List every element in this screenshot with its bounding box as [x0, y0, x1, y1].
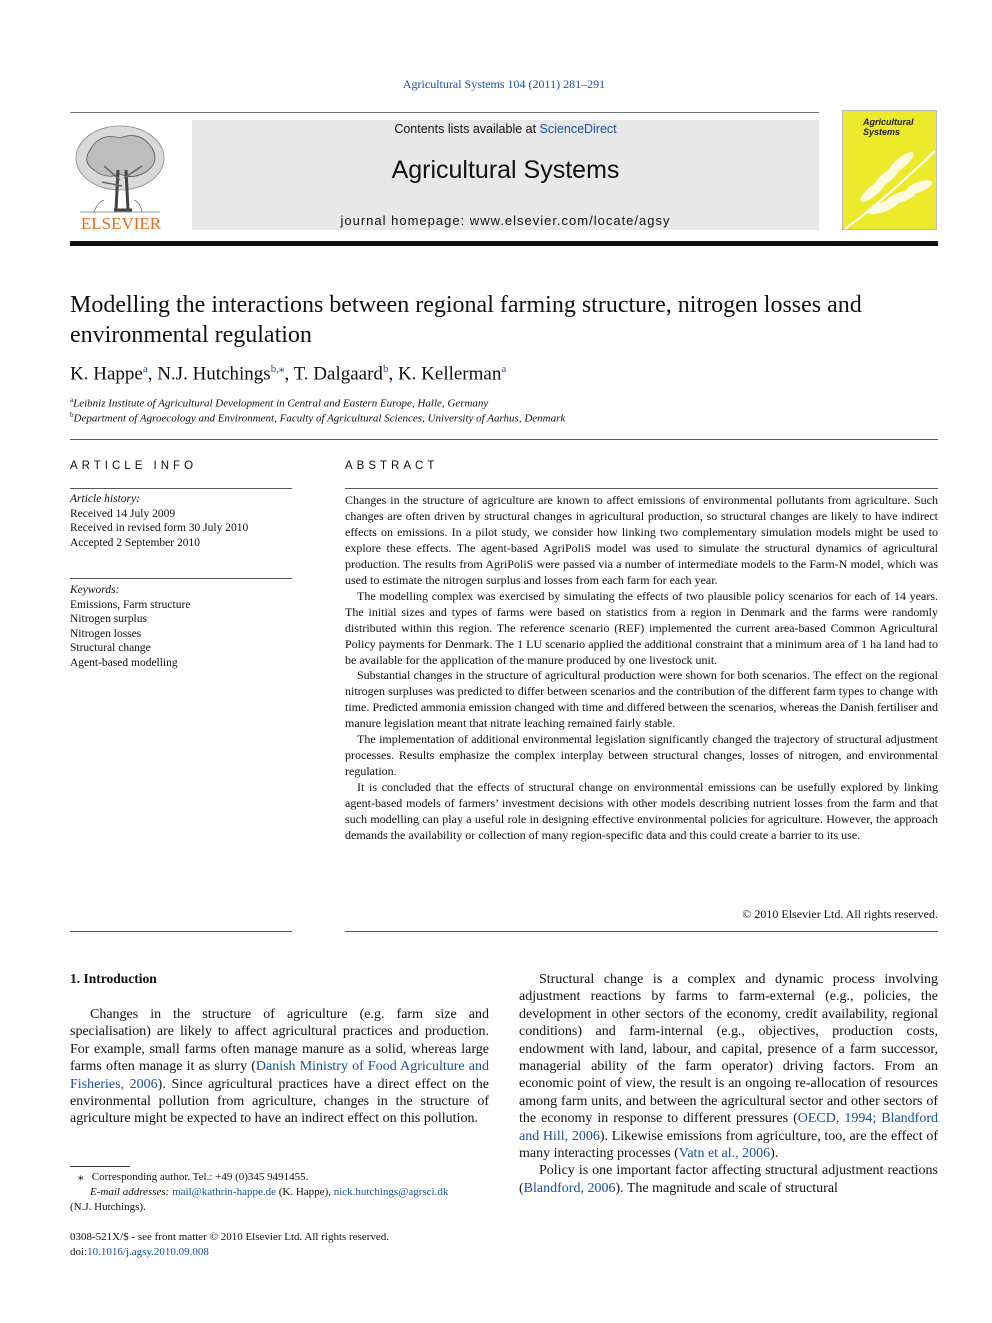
history-label: Article history:	[70, 493, 140, 505]
history-item: Accepted 2 September 2010	[70, 536, 200, 549]
copyright: © 2010 Elsevier Ltd. All rights reserved.	[742, 907, 938, 921]
abstract-heading: ABSTRACT	[345, 460, 439, 472]
divider	[345, 931, 938, 932]
abstract-paragraph: The modelling complex was exercised by simulating the effects of two plausible policy scenarios for each of 14 years. The initial sizes and types of farms were based on statistics from a region in Denmark and the farms were randomly distributed within this region. The reference scenario (REF) implemented the current area-based Common Agricultural Policy payments for Denmark. The 1 LU scenario applied the additional constraint that a minimum area of 1 ha land had to be available for the application of the manure produced by one livestock unit.	[345, 588, 938, 667]
email-link[interactable]: mail@kathrin-happe.de	[172, 1186, 276, 1198]
body-paragraph: Policy is one important factor affecting structural adjustment reactions (Blandford, 2006). The magnitude and scale of structural	[519, 1163, 938, 1196]
body-column-right	[519, 971, 938, 1197]
author-name: N.J. Hutchings	[157, 363, 271, 385]
sciencedirect-link[interactable]: ScienceDirect	[539, 122, 617, 136]
elsevier-logo	[70, 120, 172, 232]
author-list: K. Happe$^a$, N.J. Hutchings$^{b,⁎}$, T. Dalgaard$^b$, K. Kellerman$^a$	[70, 363, 507, 385]
footnote: ⁎ Corresponding author. Tel.: +49 (0)345 9491455. E-mail addresses: mail@kathrin-happe.de (K. Happe), nick.hutchings@agrsci.dk (N.J. Hutchings).	[70, 1170, 489, 1215]
body-paragraph: Structural change is a complex and dynamic process involving adjustment reactions by farms to farm-external (e.g., policies, the development in other sectors of the economy, credit availability, regional conditions) and farm-internal (e.g., objectives, production costs, endowment with land, labour, and capital, presence of a farm successor, managerial ability of the farm operator) driving factors. From an economic point of view, the result is an ongoing re-allocation of resources among farm units, and between the agricultural sector and other sectors of the economy in response to different pressures (OECD, 1994; Blandford and Hill, 2006). Likewise emissions from agriculture, too, are the effect of many interacting processes (Vatn et al., 2006).	[519, 972, 938, 1162]
article-title: Modelling the interactions between regional farming structure, nitrogen losses and environmental regulation	[70, 292, 862, 348]
author-affil-marker[interactable]: a	[501, 363, 507, 375]
doi-label: doi:	[70, 1246, 88, 1258]
article-history	[70, 492, 292, 550]
citation-link[interactable]: Vatn et al., 2006	[678, 1146, 771, 1162]
publication-info	[70, 1230, 489, 1260]
doi-link[interactable]: 10.1016/j.agsy.2010.09.008	[87, 1246, 209, 1258]
author-name: K. Happe	[70, 363, 143, 385]
keywords-label: Keywords:	[70, 584, 120, 596]
abstract-body	[345, 493, 938, 844]
citation-link[interactable]: OECD, 1994; Blandford and Hill, 2006	[519, 1111, 938, 1144]
author-affil-marker[interactable]: b,⁎	[270, 363, 285, 375]
citation-link[interactable]: Blandford, 2006	[523, 1180, 616, 1196]
email-link[interactable]: nick.hutchings@agrsci.dk	[333, 1186, 449, 1198]
body-column-left	[70, 1006, 489, 1128]
journal-title: Agricultural Systems	[391, 156, 620, 184]
elsevier-tree-icon	[70, 120, 172, 232]
divider	[345, 488, 938, 489]
journal-homepage[interactable]: journal homepage: www.elsevier.com/locate/agsy	[340, 213, 671, 228]
history-item: Received 14 July 2009	[70, 507, 176, 520]
citation-link[interactable]: Danish Ministry of Food Agriculture and Fisheries, 2006	[70, 1059, 489, 1092]
divider	[70, 931, 292, 932]
contents-prefix: Contents lists available at	[394, 122, 540, 136]
abstract-paragraph: Substantial changes in the structure of agricultural production were shown for both scenarios. The effect on the regional nitrogen surpluses was predicted to differ between scenarios and the contribution of the different farm types to change with time. Predicted ammonia emission changed with time and differed between the scenarios, whereas the Danish fertiliser and manure legislation meant that nitrate leaching remained fairly stable.	[345, 668, 938, 731]
header-rule	[70, 112, 819, 113]
contents-line	[192, 122, 819, 136]
issn-line: 0308-521X/$ - see front matter © 2010 Elsevier Ltd. All rights reserved.	[70, 1231, 390, 1243]
history-item: Received in revised form 30 July 2010	[70, 522, 249, 534]
author-affil-marker[interactable]: b	[382, 363, 389, 375]
affiliation: $^b$Department of Agroecology and Environment, Faculty of Agricultural Sciences, University of Aarhus, Denmark	[70, 411, 566, 425]
author-name: K. Kellerman	[397, 363, 502, 385]
email-owner: (N.J. Hutchings).	[70, 1201, 146, 1213]
journal-cover	[842, 110, 937, 230]
keyword: Structural change	[70, 642, 151, 654]
author-name: T. Dalgaard	[293, 363, 383, 385]
keyword: Emissions, Farm structure	[70, 598, 191, 611]
svg-text:ELSEVIER: ELSEVIER	[80, 214, 162, 232]
footnote-rule	[70, 1166, 130, 1167]
email-label: E-mail addresses:	[90, 1186, 170, 1198]
keyword: Nitrogen losses	[70, 627, 142, 640]
divider	[70, 578, 292, 579]
header-thick-rule	[70, 241, 938, 246]
divider	[70, 488, 292, 489]
cover-title: Agricultural Systems	[863, 117, 914, 137]
keyword: Nitrogen surplus	[70, 613, 147, 625]
affiliation: $^a$Leibniz Institute of Agricultural Development in Central and Eastern Europe, Halle, Germany	[70, 396, 489, 410]
keyword: Agent-based modelling	[70, 656, 178, 669]
keywords	[70, 583, 292, 670]
abstract-paragraph: It is concluded that the effects of structural change on environmental emissions can be usefully explored by linking agent-based models of farmers’ investment decisions with other models describing nutrient losses from the farm and that such modelling can play a useful role in designing effective environmental policies for agriculture. However, the approach demands the availability or collection of many region-specific data and this could create a barrier to its use.	[345, 780, 938, 843]
abstract-paragraph: The implementation of additional environmental legislation significantly changed the trajectory of structural adjustment processes. Results emphasize the complex interplay between structural changes, losses of nitrogen, and environmental regulation.	[345, 732, 938, 779]
journal-reference[interactable]: Agricultural Systems 104 (2011) 281–291	[402, 77, 606, 91]
corresponding-author: Corresponding author. Tel.: +49 (0)345 9491455.	[91, 1171, 309, 1183]
divider	[70, 439, 938, 440]
article-info-heading: ARTICLE INFO	[70, 460, 198, 472]
footnote-marker: ⁎	[78, 1171, 84, 1183]
section-heading: 1. Introduction	[70, 971, 157, 986]
author-affil-marker[interactable]: a	[142, 363, 148, 375]
abstract-paragraph: Changes in the structure of agriculture are known to affect emissions of environmental pollutants from agriculture. Such changes are often driven by structural changes in agricultural production, so structural changes are likely to have indirect effects on emissions. In a pilot study, we consider how linking two complementary simulation models might be used to explore these effects. The agent-based AgriPoliS model was used to simulate the structural dynamics of agricultural production. The results from AgriPoliS were passed via a number of intermediate models to the Farm-N model, which was used to estimate the nitrogen surplus and losses from each farm for each year.	[345, 493, 938, 587]
body-paragraph: Changes in the structure of agriculture (e.g. farm size and specialisation) are likely to affect agricultural practices and production. For example, small farms often manage manure as a solid, whereas large farms often manage it as slurry (Danish Ministry of Food Agriculture and Fisheries, 2006). Since agricultural practices have a direct effect on the environmental pollution from agriculture, changes in the structure of agriculture might be expected to have an indirect effect on this pollution.	[70, 1007, 489, 1127]
